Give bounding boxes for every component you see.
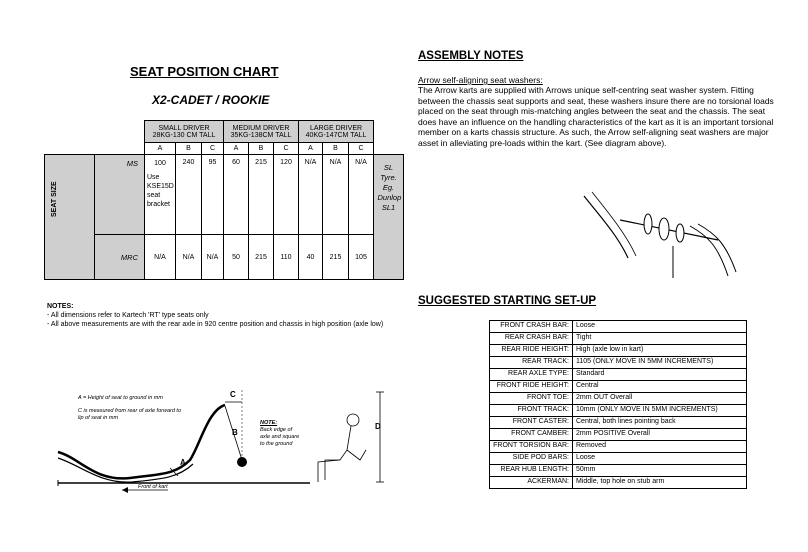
setup-row	[490, 477, 747, 489]
washer-1	[644, 214, 652, 234]
setup-value: High (axle low in kart)	[573, 345, 747, 357]
setup-value: 10mm (ONLY MOVE IN 5MM INCREMENTS)	[573, 405, 747, 417]
table-cell: 105	[349, 235, 374, 280]
setup-value: 2mm OUT Overall	[573, 393, 747, 405]
setup-value: Central, both lines pointing back	[573, 417, 747, 429]
legend-a: A = Height of seat to ground in mm	[78, 395, 163, 401]
notes-heading: NOTES:	[47, 303, 74, 310]
washer-3	[676, 224, 684, 242]
table-cell: 120	[274, 155, 299, 235]
setup-row	[490, 417, 747, 429]
setup-row	[490, 345, 747, 357]
setup-title: SUGGESTED STARTING SET-UP	[418, 295, 597, 307]
seat-edge	[584, 196, 628, 258]
column-letter-row	[45, 143, 404, 155]
setup-label: REAR AXLE TYPE:	[490, 369, 573, 381]
setup-label: FRONT CASTER:	[490, 417, 573, 429]
table-row	[45, 155, 404, 235]
setup-row	[490, 393, 747, 405]
setup-value: Tight	[573, 333, 747, 345]
group-header: SMALL DRIVER 28KG-130 CM TALL	[145, 121, 224, 143]
setup-value: 50mm	[573, 465, 747, 477]
seat-chart-title: SEAT POSITION CHART	[130, 64, 279, 79]
col-letter: C	[349, 143, 374, 155]
setup-value: Loose	[573, 453, 747, 465]
setup-label: SIDE POD BARS:	[490, 453, 573, 465]
table-cell: 215	[249, 155, 274, 235]
row-label: MS	[95, 155, 145, 235]
setup-label: REAR HUB LENGTH:	[490, 465, 573, 477]
setup-value: Central	[573, 381, 747, 393]
table-cell: N/A	[349, 155, 374, 235]
assembly-subtitle: Arrow self-aligning seat washers:	[418, 75, 543, 85]
col-letter: A	[299, 143, 323, 155]
table-cell: N/A	[202, 235, 224, 280]
setup-value: 1105 (ONLY MOVE IN 5MM INCREMENTS)	[573, 357, 747, 369]
setup-value: Removed	[573, 441, 747, 453]
table-cell: N/A	[145, 235, 176, 280]
seat-diagram	[50, 380, 390, 500]
setup-label: ACKERMAN:	[490, 477, 573, 489]
row-label: MRC	[95, 235, 145, 280]
table-cell: N/A	[176, 235, 202, 280]
chassis-support-outer	[698, 224, 736, 272]
table-cell: 100 Use KSE15D seat bracket	[145, 155, 176, 235]
note-item: - All dimensions refer to Kartech 'RT' type seats only	[47, 312, 209, 319]
setup-row	[490, 321, 747, 333]
front-of-kart-label: Front of kart	[138, 484, 168, 490]
table-cell: 110	[274, 235, 299, 280]
setup-label: FRONT TORSION BAR:	[490, 441, 573, 453]
seat-position-table	[44, 120, 404, 280]
label-a: A	[180, 458, 186, 467]
seat-size-side-label: SEAT SIZE	[45, 155, 95, 280]
setup-label: FRONT TRACK:	[490, 405, 573, 417]
setup-row	[490, 405, 747, 417]
setup-row	[490, 429, 747, 441]
setup-label: FRONT CAMBER:	[490, 429, 573, 441]
setup-row	[490, 369, 747, 381]
col-letter: B	[249, 143, 274, 155]
table-cell: 240	[176, 155, 202, 235]
setup-row	[490, 333, 747, 345]
table-cell: 40	[299, 235, 323, 280]
assembly-body: The Arrow karts are supplied with Arrows unique self-centring seat washer system. Fitting between the chassis seat supports and seat, these washers insure there are no torsional loads placed on the seat through mis-matching angles between the seat and the chassis. The seat does have an influence on the handling characteristics of the kart as it is an important torsional member on a karts chassis structure. As such, the Arrow self-aligning seat washers are major asset in alleviating pre-loads within the kart. (See diagram above).	[418, 85, 774, 148]
setup-value: 2mm POSITIVE Overall	[573, 429, 747, 441]
table-cell: N/A	[323, 155, 349, 235]
note-text: Back edge of axle and square to the ground	[260, 427, 300, 447]
label-d: D	[375, 422, 381, 431]
setup-label: FRONT TOE:	[490, 393, 573, 405]
legend-c: C is measured from rear of axle forward to lip of seat in mm	[78, 408, 182, 421]
setup-row	[490, 357, 747, 369]
seat-chart-subtitle: X2-CADET / ROOKIE	[152, 93, 270, 107]
setup-table	[489, 320, 747, 489]
setup-label: FRONT CRASH BAR:	[490, 321, 573, 333]
notes-block	[47, 302, 387, 329]
setup-value: Loose	[573, 321, 747, 333]
table-cell: 215	[323, 235, 349, 280]
group-header: MEDIUM DRIVER 35KG-138CM TALL	[224, 121, 299, 143]
driver-group-row	[45, 121, 404, 143]
note-item: - All above measurements are with the rear axle in 920 centre position and chassis in high position (axle low)	[47, 321, 384, 328]
chassis-support	[690, 226, 728, 276]
table-cell: 95	[202, 155, 224, 235]
setup-value: Middle, top hole on stub arm	[573, 477, 747, 489]
driver-figure	[318, 414, 366, 482]
col-letter: B	[323, 143, 349, 155]
tyre-note-cell: SL Tyre. Eg. Dunlop SL1	[374, 155, 404, 280]
washer-diagram	[578, 186, 738, 286]
table-cell: 60	[224, 155, 249, 235]
table-cell: 215	[249, 235, 274, 280]
col-letter: C	[274, 143, 299, 155]
table-cell: 50	[224, 235, 249, 280]
col-letter: A	[145, 143, 176, 155]
col-letter: B	[176, 143, 202, 155]
setup-row	[490, 441, 747, 453]
diagram-note	[260, 420, 300, 448]
setup-label: FRONT RIDE HEIGHT:	[490, 381, 573, 393]
label-b: B	[232, 428, 238, 437]
setup-row	[490, 381, 747, 393]
group-header: LARGE DRIVER 40KG-147CM TALL	[299, 121, 374, 143]
axle	[237, 457, 247, 467]
setup-value: Standard	[573, 369, 747, 381]
front-arrow-head	[122, 487, 128, 493]
setup-label: REAR TRACK:	[490, 357, 573, 369]
washer-diagram-svg	[578, 186, 738, 286]
col-letter: C	[202, 143, 224, 155]
assembly-title: ASSEMBLY NOTES	[418, 50, 524, 62]
seat-edge-inner	[592, 192, 636, 256]
washer-2	[659, 218, 669, 240]
setup-label: REAR RIDE HEIGHT:	[490, 345, 573, 357]
setup-label: REAR CRASH BAR:	[490, 333, 573, 345]
setup-row	[490, 453, 747, 465]
note-heading: NOTE:	[260, 420, 278, 426]
table-row	[45, 235, 404, 280]
table-cell: N/A	[299, 155, 323, 235]
setup-row	[490, 465, 747, 477]
label-c: C	[230, 390, 236, 399]
col-letter: A	[224, 143, 249, 155]
